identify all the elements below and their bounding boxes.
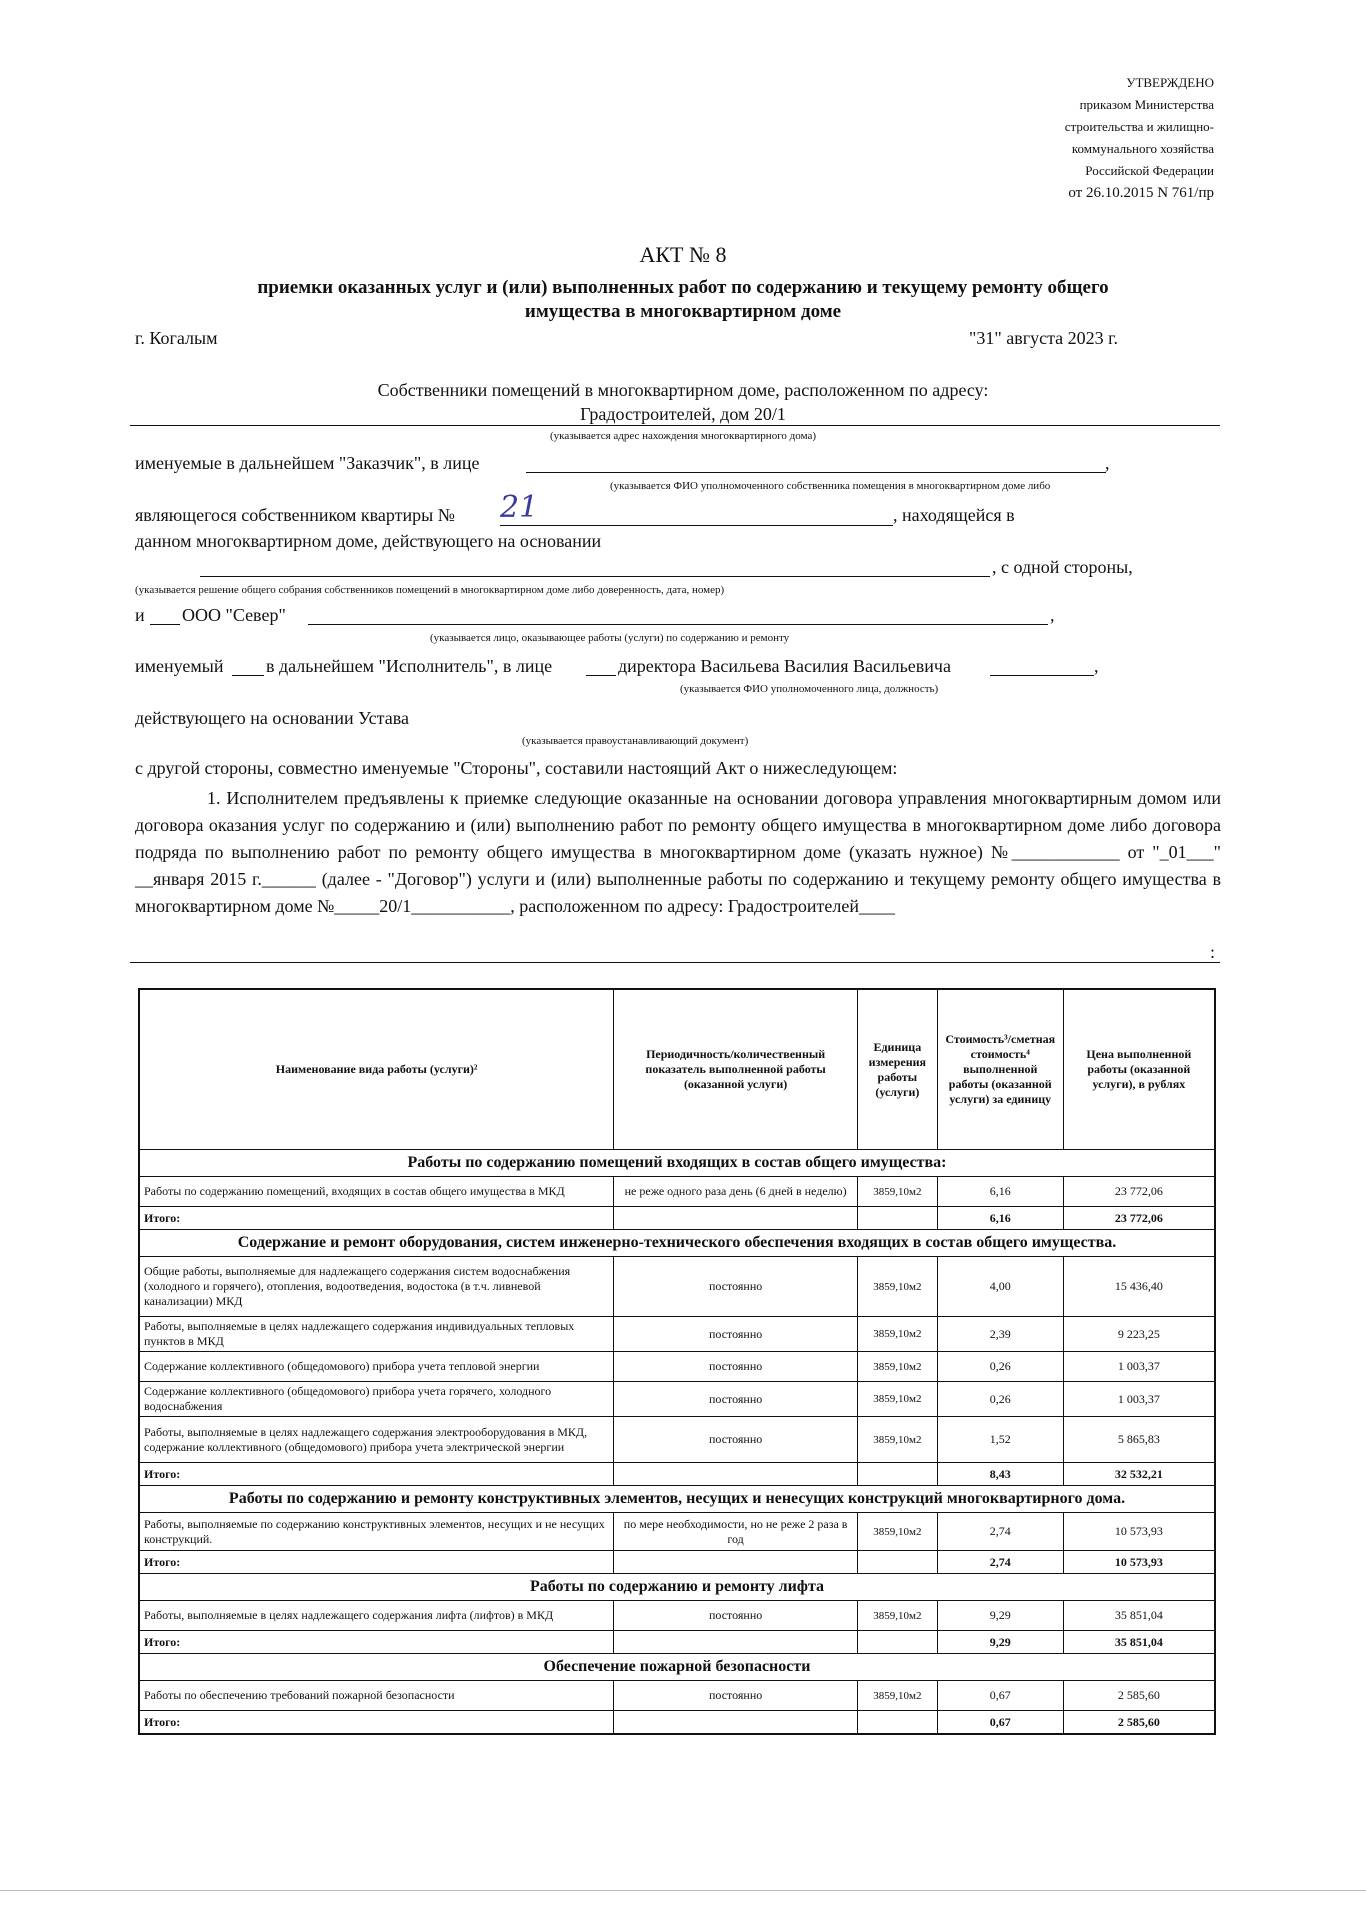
total-label: Итого: bbox=[139, 1631, 614, 1654]
cell-cost: 0,26 bbox=[937, 1352, 1063, 1382]
total-price: 2 585,60 bbox=[1063, 1711, 1215, 1735]
cell-work-name: Содержание коллективного (общедомового) прибора учета горячего, холодного водоснабжения bbox=[139, 1382, 614, 1417]
contractor-name: ООО "Север" bbox=[182, 605, 286, 625]
cell-period: не реже одного раза день (6 дней в неделю) bbox=[614, 1177, 858, 1207]
cell-work-name: Работы, выполняемые в целях надлежащего содержания электрооборудования в МКД, содержание коллективного (общедомового) прибора учета электрической энергии bbox=[139, 1417, 614, 1463]
cell-unit: 3859,10м2 bbox=[857, 1257, 937, 1317]
table-header-row bbox=[139, 989, 1215, 1150]
director-name: директора Васильева Василия Васильевича bbox=[618, 656, 951, 676]
cell-cost: 2,39 bbox=[937, 1317, 1063, 1352]
cell-work-name: Работы по обеспечению требований пожарной безопасности bbox=[139, 1681, 614, 1711]
total-empty bbox=[857, 1207, 937, 1230]
cell-cost: 6,16 bbox=[937, 1177, 1063, 1207]
cell-period: постоянно bbox=[614, 1317, 858, 1352]
other-side: с другой стороны, совместно именуемые "Стороны", составили настоящий Акт о нижеследующем: bbox=[135, 758, 898, 778]
total-empty bbox=[857, 1711, 937, 1735]
table-row bbox=[139, 1257, 1215, 1317]
address-hint: (указывается адрес нахождения многоквартирного дома) bbox=[549, 430, 816, 442]
customer-underline bbox=[526, 472, 1106, 473]
act-city: г. Когалым bbox=[135, 328, 218, 348]
cell-cost: 1,52 bbox=[937, 1417, 1063, 1463]
total-cost: 0,67 bbox=[937, 1711, 1063, 1735]
section-header-row bbox=[139, 1486, 1215, 1513]
act-subtitle-line-1: приемки оказанных услуг и (или) выполненных работ по содержанию и текущему ремонту общего bbox=[257, 277, 1109, 298]
total-row bbox=[139, 1463, 1215, 1486]
act-title: АКТ № 8 bbox=[639, 242, 727, 267]
cell-period: постоянно bbox=[614, 1681, 858, 1711]
director-underline bbox=[990, 675, 1094, 676]
table-row bbox=[139, 1601, 1215, 1631]
cell-period: постоянно bbox=[614, 1382, 858, 1417]
scan-edge-line bbox=[0, 1890, 1366, 1891]
named-contractor: именуемый bbox=[135, 656, 224, 676]
cell-price: 5 865,83 bbox=[1063, 1417, 1215, 1463]
cell-unit: 3859,10м2 bbox=[857, 1352, 937, 1382]
cell-cost: 0,67 bbox=[937, 1681, 1063, 1711]
total-empty bbox=[614, 1463, 858, 1486]
total-label: Итого: bbox=[139, 1463, 614, 1486]
approved-line: УТВЕРЖДЕНО bbox=[1126, 75, 1214, 90]
cell-period: постоянно bbox=[614, 1257, 858, 1317]
approved-line: от 26.10.2015 N 761/пр bbox=[1068, 185, 1214, 201]
act-date: "31" августа 2023 г. bbox=[969, 328, 1118, 348]
cell-work-name: Работы, выполняемые в целях надлежащего содержания лифта (лифтов) в МКД bbox=[139, 1601, 614, 1631]
table-row bbox=[139, 1681, 1215, 1711]
total-cost: 2,74 bbox=[937, 1551, 1063, 1574]
person-hint: (указывается ФИО уполномоченного собственника помещения в многоквартирном доме либо bbox=[610, 480, 1051, 492]
cell-work-name: Работы по содержанию помещений, входящих в состав общего имущества в МКД bbox=[139, 1177, 614, 1207]
table-row bbox=[139, 1317, 1215, 1352]
cell-price: 10 573,93 bbox=[1063, 1513, 1215, 1551]
total-label: Итого: bbox=[139, 1551, 614, 1574]
header-cost: Стоимость³/сметная стоимость⁴ выполненной работы (оказанной услуги) за единицу bbox=[937, 989, 1063, 1150]
named-underline bbox=[232, 675, 264, 676]
address-underline bbox=[130, 425, 1220, 426]
cell-unit: 3859,10м2 bbox=[857, 1177, 937, 1207]
total-cost: 8,43 bbox=[937, 1463, 1063, 1486]
table-row bbox=[139, 1177, 1215, 1207]
named-contractor-2: в дальнейшем "Исполнитель", в лице bbox=[266, 656, 553, 676]
total-empty bbox=[614, 1711, 858, 1735]
section-title: Работы по содержанию и ремонту лифта bbox=[139, 1574, 1215, 1601]
total-empty bbox=[614, 1551, 858, 1574]
section-header-row bbox=[139, 1150, 1215, 1177]
total-cost: 6,16 bbox=[937, 1207, 1063, 1230]
total-price: 23 772,06 bbox=[1063, 1207, 1215, 1230]
cell-price: 1 003,37 bbox=[1063, 1352, 1215, 1382]
total-price: 32 532,21 bbox=[1063, 1463, 1215, 1486]
total-empty bbox=[614, 1631, 858, 1654]
cell-work-name: Работы, выполняемые в целях надлежащего содержания индивидуальных тепловых пунктов в МКД bbox=[139, 1317, 614, 1352]
cell-period: постоянно bbox=[614, 1601, 858, 1631]
total-cost: 9,29 bbox=[937, 1631, 1063, 1654]
cell-price: 1 003,37 bbox=[1063, 1382, 1215, 1417]
cell-cost: 9,29 bbox=[937, 1601, 1063, 1631]
colon: : bbox=[1210, 942, 1216, 962]
approval-stamp-block bbox=[1065, 72, 1214, 204]
cell-unit: 3859,10м2 bbox=[857, 1382, 937, 1417]
table-row bbox=[139, 1352, 1215, 1382]
customer-named: именуемые в дальнейшем "Заказчик", в лице bbox=[135, 453, 480, 473]
section-title: Содержание и ремонт оборудования, систем инженерно-технического обеспечения входящих в состав общего имущества. bbox=[139, 1230, 1215, 1257]
cell-cost: 0,26 bbox=[937, 1382, 1063, 1417]
contractor-hint: (указывается лицо, оказывающее работы (услуги) по содержанию и ремонту bbox=[430, 632, 790, 644]
cell-unit: 3859,10м2 bbox=[857, 1513, 937, 1551]
total-label: Итого: bbox=[139, 1711, 614, 1735]
comma: , bbox=[1050, 605, 1055, 625]
cell-work-name: Общие работы, выполняемые для надлежащего содержания систем водоснабжения (холодного и горячего), отопления, водоотведения, водостока (в т.ч. ливневой канализации) МКД bbox=[139, 1257, 614, 1317]
cell-work-name: Работы, выполняемые по содержанию конструктивных элементов, несущих и не несущих конструкций. bbox=[139, 1513, 614, 1551]
act-subtitle bbox=[0, 276, 1366, 324]
total-row bbox=[139, 1631, 1215, 1654]
director-pre-underline bbox=[586, 675, 616, 676]
decision-hint: (указывается решение общего собрания собственников помещений в многоквартирном доме либо доверенность, дата, номер) bbox=[135, 584, 725, 596]
table-row bbox=[139, 1382, 1215, 1417]
cell-work-name: Содержание коллективного (общедомового) прибора учета тепловой энергии bbox=[139, 1352, 614, 1382]
para-end-underline bbox=[130, 962, 1220, 963]
section-title: Работы по содержанию помещений входящих в состав общего имущества: bbox=[139, 1150, 1215, 1177]
total-empty bbox=[857, 1631, 937, 1654]
flat-underline bbox=[500, 525, 893, 526]
cell-cost: 2,74 bbox=[937, 1513, 1063, 1551]
flat-owner-label: являющегося собственником квартиры № bbox=[135, 505, 455, 525]
total-empty bbox=[614, 1207, 858, 1230]
flat-located: , находящейся в bbox=[893, 505, 1015, 525]
works-table bbox=[138, 988, 1216, 1735]
cell-price: 9 223,25 bbox=[1063, 1317, 1215, 1352]
owners-address: Градостроителей, дом 20/1 bbox=[580, 404, 786, 424]
total-price: 10 573,93 bbox=[1063, 1551, 1215, 1574]
approved-line: Российской Федерации bbox=[1085, 163, 1214, 178]
act-subtitle-line-2: имущества в многоквартирном доме bbox=[524, 301, 842, 322]
total-label: Итого: bbox=[139, 1207, 614, 1230]
basis-label: данном многоквартирном доме, действующего на основании bbox=[135, 531, 602, 551]
one-side: , с одной стороны, bbox=[992, 557, 1133, 577]
cell-unit: 3859,10м2 bbox=[857, 1681, 937, 1711]
cell-period: постоянно bbox=[614, 1417, 858, 1463]
cell-unit: 3859,10м2 bbox=[857, 1417, 937, 1463]
cell-price: 15 436,40 bbox=[1063, 1257, 1215, 1317]
cell-period: по мере необходимости, но не реже 2 раза в год bbox=[614, 1513, 858, 1551]
contractor-underline bbox=[308, 624, 1048, 625]
acting-hint: (указывается правоустанавливающий документ) bbox=[522, 735, 749, 747]
total-empty bbox=[857, 1463, 937, 1486]
total-row bbox=[139, 1551, 1215, 1574]
section-header-row bbox=[139, 1574, 1215, 1601]
basis-underline bbox=[200, 576, 990, 577]
header-price: Цена выполненной работы (оказанной услуги), в рублях bbox=[1063, 989, 1215, 1150]
director-hint: (указывается ФИО уполномоченного лица, должность) bbox=[680, 683, 939, 695]
header-name: Наименование вида работы (услуги)² bbox=[139, 989, 614, 1150]
cell-unit: 3859,10м2 bbox=[857, 1601, 937, 1631]
total-row bbox=[139, 1711, 1215, 1735]
approved-line: приказом Министерства bbox=[1079, 97, 1214, 112]
total-empty bbox=[857, 1551, 937, 1574]
header-period: Периодичность/количественный показатель выполненной работы (оказанной услуги) bbox=[614, 989, 858, 1150]
cell-price: 23 772,06 bbox=[1063, 1177, 1215, 1207]
approved-line: коммунального хозяйства bbox=[1071, 141, 1214, 156]
section-title: Работы по содержанию и ремонту конструктивных элементов, несущих и ненесущих конструкций многоквартирного дома. bbox=[139, 1486, 1215, 1513]
total-price: 35 851,04 bbox=[1063, 1631, 1215, 1654]
table-row bbox=[139, 1513, 1215, 1551]
works-table-body bbox=[139, 1150, 1215, 1735]
cell-cost: 4,00 bbox=[937, 1257, 1063, 1317]
comma: , bbox=[1094, 656, 1099, 676]
owners-intro: Собственники помещений в многоквартирном доме, расположенном по адресу: bbox=[377, 380, 989, 400]
paragraph-1: 1. Исполнителем предъявлены к приемке следующие оказанные на основании договора управления многоквартирным домом или договора оказания услуг по содержанию и (или) выполнению работ по ремонту общего имущества в многоквартирном доме либо договора подряда по выполнению работ по ремонту общего имущества в многоквартирном доме (указать нужное) №____________ от "_01___" __января 2015 г.______ (далее - "Договор") услуги и (или) выполненные работы по содержанию и текущему ремонту общего имущества в многоквартирном доме №_____20/1___________, расположенном по адресу: Градостроителей____ bbox=[135, 788, 1221, 916]
total-row bbox=[139, 1207, 1215, 1230]
cell-unit: 3859,10м2 bbox=[857, 1317, 937, 1352]
cell-price: 2 585,60 bbox=[1063, 1681, 1215, 1711]
section-header-row bbox=[139, 1654, 1215, 1681]
header-unit: Единица измерения работы (услуги) bbox=[857, 989, 937, 1150]
section-title: Обеспечение пожарной безопасности bbox=[139, 1654, 1215, 1681]
flat-number-handwritten: 21 bbox=[500, 490, 539, 525]
and-label: и bbox=[135, 605, 145, 625]
comma: , bbox=[1105, 453, 1110, 473]
acting-basis: действующего на основании Устава bbox=[135, 708, 409, 728]
section-header-row bbox=[139, 1230, 1215, 1257]
cell-period: постоянно bbox=[614, 1352, 858, 1382]
cell-price: 35 851,04 bbox=[1063, 1601, 1215, 1631]
approved-line: строительства и жилищно- bbox=[1064, 119, 1214, 134]
contractor-pre-underline bbox=[150, 624, 180, 625]
table-row bbox=[139, 1417, 1215, 1463]
